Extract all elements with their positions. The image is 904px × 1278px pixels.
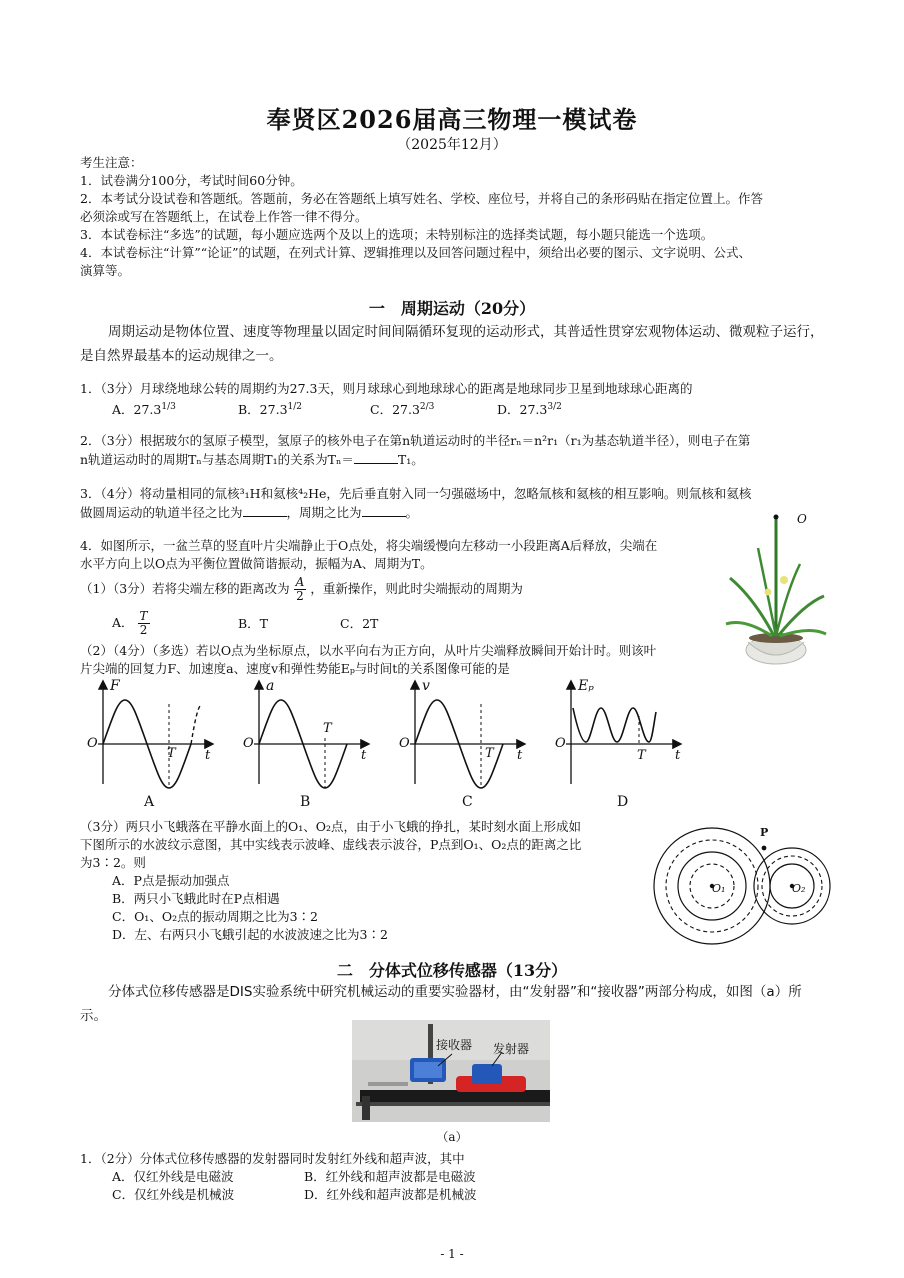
section-title: 一 周期运动（20分） — [368, 299, 536, 318]
question-stem: 1．（2分）分体式位移传感器的发射器同时发射红外线和超声波，其中 — [80, 1151, 465, 1166]
question-stem: 2．（3分）根据玻尔的氢原子模型，氢原子的核外电子在第n轨道运动时的半径rₙ＝n²r₁（r₁为基态轨道半径），则电子在第 — [80, 433, 751, 448]
option-c: C．仅红外线是机械波 — [112, 1187, 235, 1202]
section-title: 二 分体式位移传感器（13分） — [336, 961, 568, 980]
option-a: A．$27.3^{1/3}$ — [112, 402, 176, 418]
graph-option-label: D — [617, 794, 629, 810]
graph-origin-label: O — [399, 736, 410, 751]
option-b: B．$27.3^{1/2}$ — [238, 402, 303, 418]
receiver-label: 接收器 — [436, 1038, 473, 1052]
question-stem: n轨道运动时的周期Tₙ与基态周期T₁的关系为Tₙ＝ T₁。 — [80, 452, 424, 467]
option-c: C．2T — [340, 616, 379, 631]
question-stem: 水平方向上以O点为平衡位置做简谐振动，振幅为A、周期为T。 — [80, 556, 433, 571]
option-a: A．P点是振动加强点 — [112, 873, 230, 888]
graph-a — [98, 682, 212, 788]
notice-line: 1．试卷满分100分，考试时间60分钟。 — [80, 173, 303, 188]
option-b: B．T — [238, 616, 269, 631]
emitter-label: 发射器 — [493, 1042, 530, 1056]
orchid-plant-image — [724, 508, 828, 668]
graph-period-label: T — [485, 746, 494, 761]
graph-time-label: t — [361, 748, 367, 763]
graph-time-label: t — [205, 748, 211, 763]
subquestion: 片尖端的回复力F、加速度a、速度v和弹性势能Eₚ与时间t的关系图像可能的是 — [80, 661, 510, 676]
notice-heading: 考生注意： — [80, 155, 143, 170]
graph-axis-label: F — [110, 678, 120, 694]
answer-blank — [243, 503, 287, 517]
question-stem: （3分）两只小飞蛾落在平静水面上的O₁、O₂点，由于小飞蛾的挣扎，某时刻水面上形成如 — [80, 819, 581, 834]
graph-period-label: T — [323, 721, 332, 736]
graph-period-label: T — [637, 748, 646, 763]
graph-axis-label: a — [266, 678, 275, 694]
graph-d — [566, 682, 680, 784]
answer-blank — [354, 450, 398, 464]
subquestion: （1）（3分）若将尖端左移的距离改为 $\frac{A}{2}$ ，重新操作，则此时尖端振动的周期为 — [80, 575, 523, 603]
question-stem: 4．如图所示，一盆兰草的竖直叶片尖端静止于O点处，将尖端缓慢向左移动一小段距离A后释放，尖端在 — [80, 538, 658, 553]
point-o2-label: O₂ — [792, 882, 806, 895]
page-number: - 1 - — [440, 1247, 464, 1261]
notice-line: 必须涂或写在答题纸上，在试卷上作答一律不得分。 — [80, 209, 368, 224]
notice-line: 3．本试卷标注“多选”的试题，每小题应选两个及以上的选项；未特别标注的选择类试题，每小题只能选一个选项。 — [80, 227, 714, 242]
answer-blank — [362, 503, 406, 517]
notice-line: 4．本试卷标注“计算”“论证”的试题，在列式计算、逻辑推理以及回答问题过程中，须给出必要的图示、文字说明、公式、 — [80, 245, 752, 260]
option-d: D．红外线和超声波都是机械波 — [304, 1187, 477, 1202]
option-c: C．$27.3^{2/3}$ — [370, 402, 435, 418]
water-wave-figure — [640, 826, 836, 950]
plant-point-label: O — [797, 512, 807, 526]
graph-origin-label: O — [87, 736, 98, 751]
graph-time-label: t — [675, 748, 681, 763]
question-stem: 下图所示的水波纹示意图，其中实线表示波峰、虚线表示波谷，P点到O₁、O₂点的距离之比 — [80, 837, 582, 852]
graph-period-label: T — [167, 746, 176, 761]
section-intro: 分体式位移传感器是DIS实验系统中研究机械运动的重要实验器材，由“发射器”和“接收器”两部分构成，如图（a）所示。 — [80, 984, 802, 1024]
option-b: B．两只小飞蛾此时在P点相遇 — [112, 891, 280, 906]
section-intro: 周期运动是物体位置、速度等物理量以固定时间间隔循环复现的运动形式，其普适性贯穿宏观物体运动、微观粒子运行，是自然界最基本的运动规律之一。 — [80, 324, 824, 364]
question-stem: 1．（3分）月球绕地球公转的周期约为27.3天，则月球球心到地球球心的距离是地球同步卫星到地球球心距离的 — [80, 381, 693, 396]
point-o1-label: O₁ — [712, 882, 726, 895]
notice-line: 2．本考试分设试卷和答题纸。答题前，务必在答题纸上填写姓名、学校、座位号，并将自己的条形码贴在指定位置上。作答 — [80, 191, 763, 206]
graph-c — [410, 682, 524, 788]
graph-origin-label: O — [243, 736, 254, 751]
point-p-label: P — [760, 826, 769, 839]
graph-b — [254, 682, 368, 788]
graph-option-label: B — [300, 794, 311, 810]
option-d: D．左、右两只小飞蛾引起的水波波速之比为3∶2 — [112, 927, 388, 942]
graph-axis-label: Eₚ — [578, 678, 594, 694]
option-a: A． $\frac{T}{2}$ — [112, 609, 148, 637]
graph-option-label: A — [144, 794, 155, 810]
exam-date: （2025年12月） — [397, 137, 507, 153]
graph-origin-label: O — [555, 736, 566, 751]
question-stem: 为3∶2。则 — [80, 855, 146, 870]
graph-axis-label: v — [422, 678, 430, 694]
option-d: D．$27.3^{3/2}$ — [497, 402, 562, 418]
question-stem: 做圆周运动的轨道半径之比为 ，周期之比为 。 — [80, 505, 419, 520]
option-b: B．红外线和超声波都是电磁波 — [304, 1169, 476, 1184]
exam-title: 奉贤区2026届高三物理一模试卷 — [266, 105, 638, 134]
graph-option-label: C — [462, 794, 473, 810]
question-stem: 3．（4分）将动量相同的氚核³₁H和氦核⁴₂He，先后垂直射入同一匀强磁场中，忽略氚核和氦核的相互影响。则氚核和氦核 — [80, 486, 752, 501]
option-c: C．O₁、O₂点的振动周期之比为3∶2 — [112, 909, 318, 924]
graph-time-label: t — [517, 748, 523, 763]
fraction: $\frac{A}{2}$ — [295, 575, 305, 603]
photo-caption: （a） — [436, 1130, 468, 1144]
notice-line: 演算等。 — [80, 263, 131, 278]
fraction: $\frac{T}{2}$ — [139, 609, 148, 637]
subquestion: （2）（4分）（多选）若以O点为坐标原点，以水平向右为正方向，从叶片尖端释放瞬间开始计时。则该叶 — [80, 643, 657, 658]
option-a: A．仅红外线是电磁波 — [112, 1169, 234, 1184]
